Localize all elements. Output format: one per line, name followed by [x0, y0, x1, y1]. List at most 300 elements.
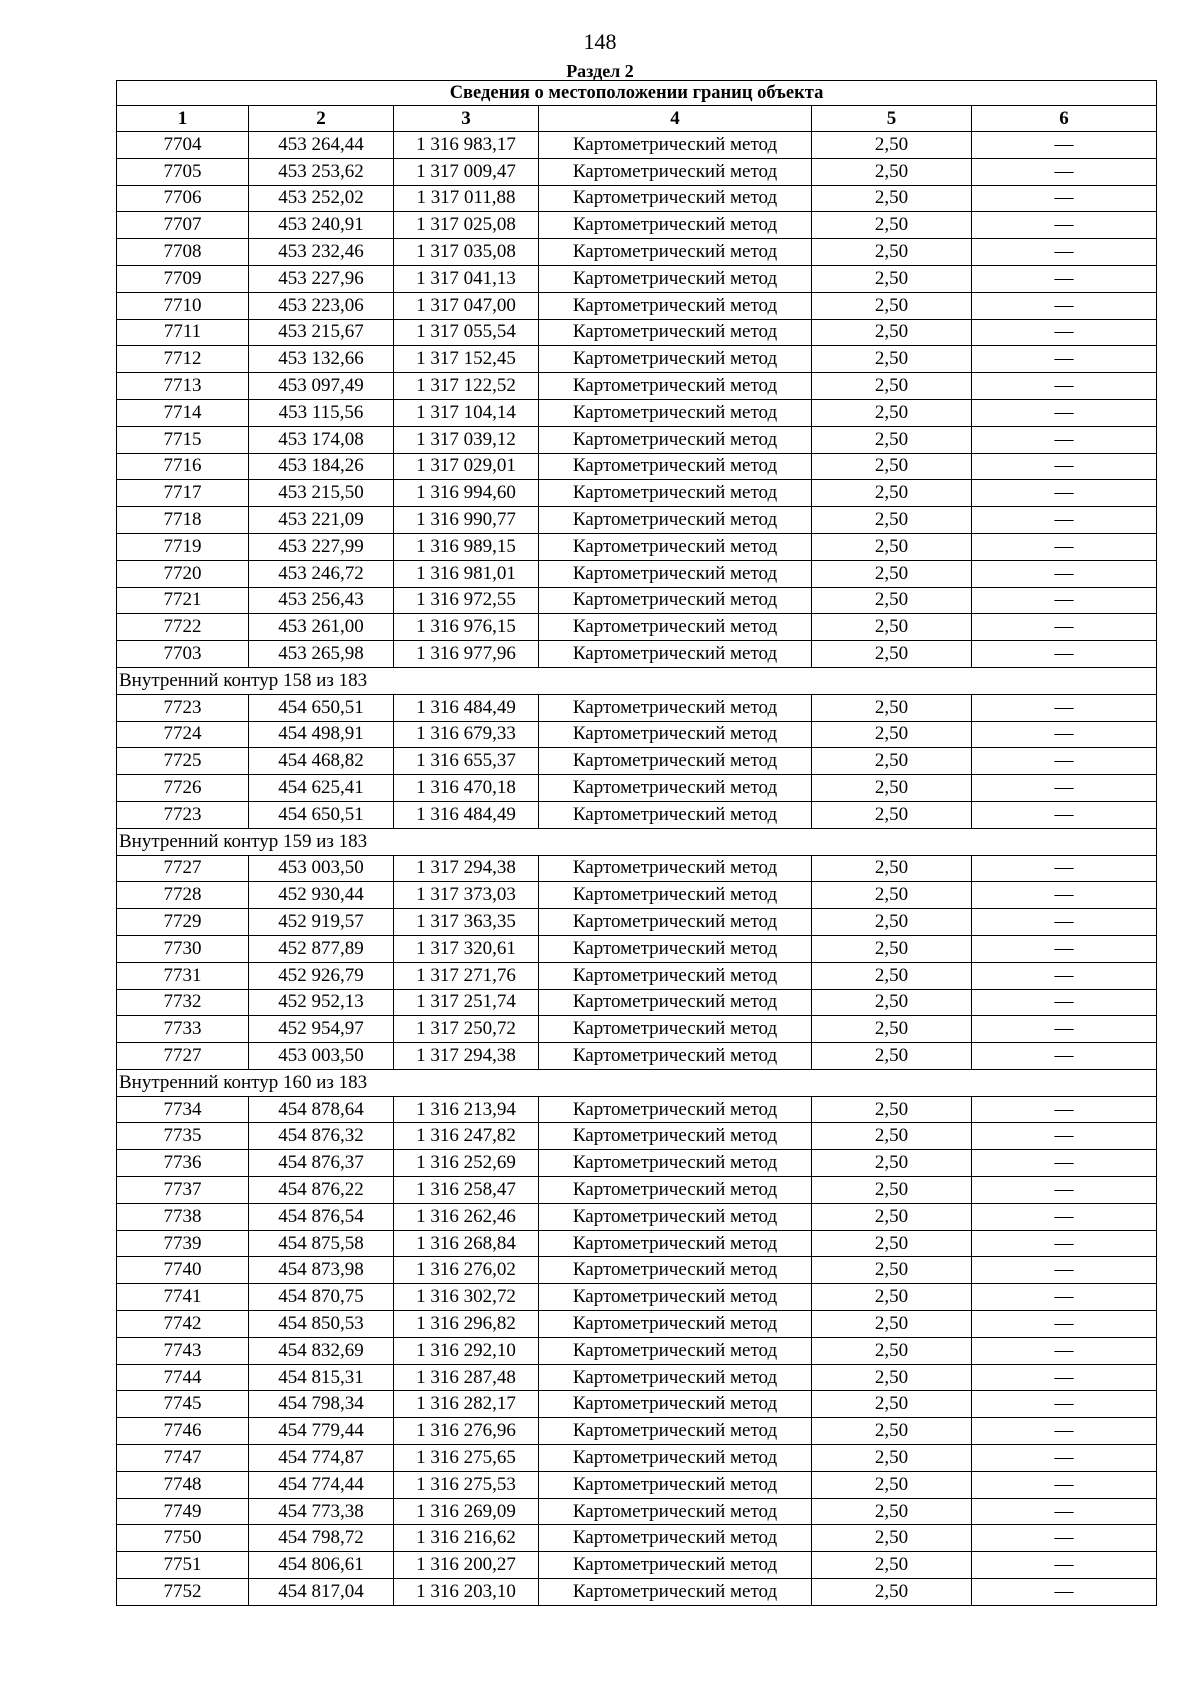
table-row: [117, 560, 1157, 587]
coordinate-y-cell: 1 316 276,96: [394, 1418, 539, 1445]
point-number-cell: 7752: [117, 1579, 249, 1606]
method-cell: Картометрический метод: [539, 158, 812, 185]
coordinate-x-cell: 454 773,38: [249, 1498, 394, 1525]
coordinate-y-cell: 1 316 292,10: [394, 1337, 539, 1364]
point-number-cell: 7737: [117, 1177, 249, 1204]
coordinate-y-cell: 1 317 363,35: [394, 909, 539, 936]
description-cell: —: [972, 373, 1157, 400]
method-cell: Картометрический метод: [539, 1284, 812, 1311]
accuracy-cell: 2,50: [812, 1096, 972, 1123]
point-number-cell: 7726: [117, 775, 249, 802]
table-row: [117, 1096, 1157, 1123]
description-cell: —: [972, 1123, 1157, 1150]
point-number-cell: 7730: [117, 935, 249, 962]
method-cell: Картометрический метод: [539, 614, 812, 641]
table-row: [117, 265, 1157, 292]
point-number-cell: 7741: [117, 1284, 249, 1311]
method-cell: Картометрический метод: [539, 346, 812, 373]
accuracy-cell: 2,50: [812, 426, 972, 453]
point-number-cell: 7719: [117, 533, 249, 560]
column-number-5: 5: [812, 106, 972, 132]
column-number-2: 2: [249, 106, 394, 132]
method-cell: Картометрический метод: [539, 882, 812, 909]
point-number-cell: 7745: [117, 1391, 249, 1418]
description-cell: —: [972, 1177, 1157, 1204]
accuracy-cell: 2,50: [812, 346, 972, 373]
table-row: [117, 614, 1157, 641]
section-title: Раздел 2: [566, 61, 634, 81]
point-number-cell: 7750: [117, 1525, 249, 1552]
accuracy-cell: 2,50: [812, 507, 972, 534]
description-cell: —: [972, 480, 1157, 507]
table-row: [117, 1579, 1157, 1606]
method-cell: Картометрический метод: [539, 855, 812, 882]
point-number-cell: 7715: [117, 426, 249, 453]
method-cell: Картометрический метод: [539, 801, 812, 828]
accuracy-cell: 2,50: [812, 1123, 972, 1150]
boundary-coordinates-table: [116, 80, 1157, 1606]
point-number-cell: 7720: [117, 560, 249, 587]
description-cell: —: [972, 614, 1157, 641]
accuracy-cell: 2,50: [812, 533, 972, 560]
coordinate-x-cell: 454 832,69: [249, 1337, 394, 1364]
table-row: [117, 346, 1157, 373]
accuracy-cell: 2,50: [812, 1150, 972, 1177]
table-row: [117, 399, 1157, 426]
coordinate-x-cell: 454 650,51: [249, 801, 394, 828]
point-number-cell: 7713: [117, 373, 249, 400]
method-cell: Картометрический метод: [539, 1391, 812, 1418]
coordinate-x-cell: 453 232,46: [249, 239, 394, 266]
coordinate-x-cell: 454 870,75: [249, 1284, 394, 1311]
accuracy-cell: 2,50: [812, 1445, 972, 1472]
coordinate-y-cell: 1 317 373,03: [394, 882, 539, 909]
method-cell: Картометрический метод: [539, 694, 812, 721]
coordinate-x-cell: 453 253,62: [249, 158, 394, 185]
accuracy-cell: 2,50: [812, 855, 972, 882]
description-cell: —: [972, 239, 1157, 266]
table-row: [117, 1311, 1157, 1338]
accuracy-cell: 2,50: [812, 132, 972, 159]
accuracy-cell: 2,50: [812, 1257, 972, 1284]
method-cell: Картометрический метод: [539, 721, 812, 748]
method-cell: Картометрический метод: [539, 1525, 812, 1552]
coordinate-y-cell: 1 317 041,13: [394, 265, 539, 292]
accuracy-cell: 2,50: [812, 1043, 972, 1070]
accuracy-cell: 2,50: [812, 962, 972, 989]
point-number-cell: 7735: [117, 1123, 249, 1150]
point-number-cell: 7718: [117, 507, 249, 534]
accuracy-cell: 2,50: [812, 587, 972, 614]
description-cell: —: [972, 694, 1157, 721]
accuracy-cell: 2,50: [812, 1552, 972, 1579]
coordinate-x-cell: 454 774,44: [249, 1471, 394, 1498]
coordinate-x-cell: 453 174,08: [249, 426, 394, 453]
coordinate-x-cell: 453 256,43: [249, 587, 394, 614]
method-cell: Картометрический метод: [539, 319, 812, 346]
table-row: [117, 480, 1157, 507]
coordinate-y-cell: 1 316 990,77: [394, 507, 539, 534]
table-row: [117, 909, 1157, 936]
coordinate-y-cell: 1 317 104,14: [394, 399, 539, 426]
accuracy-cell: 2,50: [812, 1579, 972, 1606]
point-number-cell: 7711: [117, 319, 249, 346]
point-number-cell: 7714: [117, 399, 249, 426]
point-number-cell: 7732: [117, 989, 249, 1016]
coordinate-y-cell: 1 317 055,54: [394, 319, 539, 346]
point-number-cell: 7736: [117, 1150, 249, 1177]
description-cell: —: [972, 1150, 1157, 1177]
method-cell: Картометрический метод: [539, 641, 812, 668]
coordinate-y-cell: 1 317 047,00: [394, 292, 539, 319]
coordinate-y-cell: 1 316 994,60: [394, 480, 539, 507]
point-number-cell: 7727: [117, 1043, 249, 1070]
coordinate-y-cell: 1 316 981,01: [394, 560, 539, 587]
coordinate-y-cell: 1 316 276,02: [394, 1257, 539, 1284]
accuracy-cell: 2,50: [812, 909, 972, 936]
point-number-cell: 7727: [117, 855, 249, 882]
description-cell: —: [972, 1418, 1157, 1445]
accuracy-cell: 2,50: [812, 373, 972, 400]
table-row: [117, 132, 1157, 159]
description-cell: —: [972, 801, 1157, 828]
coordinate-y-cell: 1 317 271,76: [394, 962, 539, 989]
coordinate-x-cell: 454 873,98: [249, 1257, 394, 1284]
table-row: [117, 1552, 1157, 1579]
method-cell: Картометрический метод: [539, 1203, 812, 1230]
coordinate-x-cell: 453 184,26: [249, 453, 394, 480]
accuracy-cell: 2,50: [812, 1311, 972, 1338]
table-row: [117, 212, 1157, 239]
contour-label: Внутренний контур 159 из 183: [117, 828, 1157, 855]
accuracy-cell: 2,50: [812, 1177, 972, 1204]
description-cell: —: [972, 1552, 1157, 1579]
point-number-cell: 7728: [117, 882, 249, 909]
table-row: [117, 1230, 1157, 1257]
table-caption-row: [117, 81, 1157, 106]
coordinate-y-cell: 1 317 035,08: [394, 239, 539, 266]
point-number-cell: 7708: [117, 239, 249, 266]
accuracy-cell: 2,50: [812, 239, 972, 266]
coordinate-x-cell: 454 806,61: [249, 1552, 394, 1579]
method-cell: Картометрический метод: [539, 1337, 812, 1364]
table-row: [117, 1016, 1157, 1043]
table-row: [117, 1525, 1157, 1552]
description-cell: —: [972, 319, 1157, 346]
point-number-cell: 7734: [117, 1096, 249, 1123]
coordinate-x-cell: 453 215,67: [249, 319, 394, 346]
accuracy-cell: 2,50: [812, 1284, 972, 1311]
description-cell: —: [972, 158, 1157, 185]
coordinate-x-cell: 454 625,41: [249, 775, 394, 802]
accuracy-cell: 2,50: [812, 319, 972, 346]
accuracy-cell: 2,50: [812, 1471, 972, 1498]
coordinate-y-cell: 1 316 287,48: [394, 1364, 539, 1391]
table-row: [117, 185, 1157, 212]
method-cell: Картометрический метод: [539, 1471, 812, 1498]
description-cell: —: [972, 1391, 1157, 1418]
method-cell: Картометрический метод: [539, 399, 812, 426]
accuracy-cell: 2,50: [812, 1525, 972, 1552]
point-number-cell: 7704: [117, 132, 249, 159]
table-row: [117, 748, 1157, 775]
coordinate-x-cell: 453 252,02: [249, 185, 394, 212]
coordinate-x-cell: 453 115,56: [249, 399, 394, 426]
description-cell: —: [972, 1525, 1157, 1552]
coordinate-y-cell: 1 316 470,18: [394, 775, 539, 802]
coordinate-x-cell: 454 817,04: [249, 1579, 394, 1606]
description-cell: —: [972, 1230, 1157, 1257]
coordinate-y-cell: 1 316 200,27: [394, 1552, 539, 1579]
coordinate-x-cell: 454 876,22: [249, 1177, 394, 1204]
point-number-cell: 7725: [117, 748, 249, 775]
coordinate-y-cell: 1 317 250,72: [394, 1016, 539, 1043]
table-row: [117, 1337, 1157, 1364]
table-row: [117, 801, 1157, 828]
table-row: [117, 935, 1157, 962]
coordinate-y-cell: 1 316 296,82: [394, 1311, 539, 1338]
coordinate-y-cell: 1 316 262,46: [394, 1203, 539, 1230]
method-cell: Картометрический метод: [539, 185, 812, 212]
table-row: [117, 1043, 1157, 1070]
description-cell: —: [972, 1471, 1157, 1498]
coordinate-x-cell: 454 798,34: [249, 1391, 394, 1418]
coordinate-x-cell: 452 877,89: [249, 935, 394, 962]
coordinate-y-cell: 1 316 203,10: [394, 1579, 539, 1606]
column-number-6: 6: [972, 106, 1157, 132]
method-cell: Картометрический метод: [539, 426, 812, 453]
coordinate-x-cell: 453 227,96: [249, 265, 394, 292]
method-cell: Картометрический метод: [539, 507, 812, 534]
point-number-cell: 7744: [117, 1364, 249, 1391]
point-number-cell: 7705: [117, 158, 249, 185]
description-cell: —: [972, 1284, 1157, 1311]
point-number-cell: 7712: [117, 346, 249, 373]
coordinate-x-cell: 452 926,79: [249, 962, 394, 989]
coordinate-x-cell: 452 930,44: [249, 882, 394, 909]
table-row: [117, 587, 1157, 614]
description-cell: —: [972, 1096, 1157, 1123]
coordinate-x-cell: 452 952,13: [249, 989, 394, 1016]
accuracy-cell: 2,50: [812, 453, 972, 480]
method-cell: Картометрический метод: [539, 1123, 812, 1150]
accuracy-cell: 2,50: [812, 1230, 972, 1257]
method-cell: Картометрический метод: [539, 1364, 812, 1391]
table-row: [117, 453, 1157, 480]
description-cell: —: [972, 453, 1157, 480]
description-cell: —: [972, 882, 1157, 909]
description-cell: —: [972, 399, 1157, 426]
method-cell: Картометрический метод: [539, 989, 812, 1016]
point-number-cell: 7707: [117, 212, 249, 239]
column-number-1: 1: [117, 106, 249, 132]
description-cell: —: [972, 265, 1157, 292]
method-cell: Картометрический метод: [539, 560, 812, 587]
table-row: [117, 507, 1157, 534]
method-cell: Картометрический метод: [539, 453, 812, 480]
table-row: [117, 1203, 1157, 1230]
accuracy-cell: 2,50: [812, 1337, 972, 1364]
coordinate-y-cell: 1 316 484,49: [394, 694, 539, 721]
point-number-cell: 7738: [117, 1203, 249, 1230]
accuracy-cell: 2,50: [812, 989, 972, 1016]
accuracy-cell: 2,50: [812, 1364, 972, 1391]
table-row: [117, 1418, 1157, 1445]
point-number-cell: 7743: [117, 1337, 249, 1364]
coordinate-y-cell: 1 316 252,69: [394, 1150, 539, 1177]
coordinate-y-cell: 1 316 213,94: [394, 1096, 539, 1123]
accuracy-cell: 2,50: [812, 614, 972, 641]
coordinate-x-cell: 454 876,54: [249, 1203, 394, 1230]
table-row: [117, 373, 1157, 400]
method-cell: Картометрический метод: [539, 1257, 812, 1284]
contour-label: Внутренний контур 160 из 183: [117, 1069, 1157, 1096]
contour-header-row: [117, 1069, 1157, 1096]
table-row: [117, 775, 1157, 802]
point-number-cell: 7733: [117, 1016, 249, 1043]
coordinate-y-cell: 1 317 011,88: [394, 185, 539, 212]
method-cell: Картометрический метод: [539, 935, 812, 962]
point-number-cell: 7746: [117, 1418, 249, 1445]
description-cell: —: [972, 212, 1157, 239]
coordinate-x-cell: 453 261,00: [249, 614, 394, 641]
coordinate-x-cell: 453 264,44: [249, 132, 394, 159]
contour-header-row: [117, 828, 1157, 855]
coordinate-x-cell: 454 498,91: [249, 721, 394, 748]
accuracy-cell: 2,50: [812, 775, 972, 802]
coordinate-x-cell: 453 132,66: [249, 346, 394, 373]
point-number-cell: 7747: [117, 1445, 249, 1472]
table-row: [117, 426, 1157, 453]
accuracy-cell: 2,50: [812, 1391, 972, 1418]
coordinate-x-cell: 453 003,50: [249, 1043, 394, 1070]
method-cell: Картометрический метод: [539, 239, 812, 266]
contour-label: Внутренний контур 158 из 183: [117, 667, 1157, 694]
description-cell: —: [972, 346, 1157, 373]
point-number-cell: 7706: [117, 185, 249, 212]
coordinate-y-cell: 1 316 302,72: [394, 1284, 539, 1311]
method-cell: Картометрический метод: [539, 1230, 812, 1257]
description-cell: —: [972, 909, 1157, 936]
table-caption: Сведения о местоположении границ объекта: [117, 81, 1157, 106]
coordinate-y-cell: 1 317 251,74: [394, 989, 539, 1016]
method-cell: Картометрический метод: [539, 1579, 812, 1606]
point-number-cell: 7749: [117, 1498, 249, 1525]
coordinate-y-cell: 1 317 122,52: [394, 373, 539, 400]
table-row: [117, 962, 1157, 989]
description-cell: —: [972, 775, 1157, 802]
method-cell: Картометрический метод: [539, 212, 812, 239]
description-cell: —: [972, 507, 1157, 534]
method-cell: Картометрический метод: [539, 1096, 812, 1123]
table-row: [117, 1498, 1157, 1525]
coordinate-y-cell: 1 317 009,47: [394, 158, 539, 185]
coordinate-x-cell: 454 774,87: [249, 1445, 394, 1472]
coordinate-x-cell: 453 227,99: [249, 533, 394, 560]
description-cell: —: [972, 1016, 1157, 1043]
coordinate-x-cell: 453 265,98: [249, 641, 394, 668]
description-cell: —: [972, 935, 1157, 962]
table-row: [117, 694, 1157, 721]
accuracy-cell: 2,50: [812, 560, 972, 587]
method-cell: Картометрический метод: [539, 265, 812, 292]
coordinate-y-cell: 1 317 320,61: [394, 935, 539, 962]
coordinate-y-cell: 1 316 269,09: [394, 1498, 539, 1525]
point-number-cell: 7716: [117, 453, 249, 480]
accuracy-cell: 2,50: [812, 694, 972, 721]
description-cell: —: [972, 1364, 1157, 1391]
description-cell: —: [972, 989, 1157, 1016]
coordinate-x-cell: 454 468,82: [249, 748, 394, 775]
table-row: [117, 1123, 1157, 1150]
coordinate-x-cell: 454 779,44: [249, 1418, 394, 1445]
accuracy-cell: 2,50: [812, 721, 972, 748]
method-cell: Картометрический метод: [539, 533, 812, 560]
description-cell: —: [972, 560, 1157, 587]
coordinate-y-cell: 1 316 268,84: [394, 1230, 539, 1257]
coordinate-y-cell: 1 316 216,62: [394, 1525, 539, 1552]
method-cell: Картометрический метод: [539, 1043, 812, 1070]
coordinate-y-cell: 1 316 989,15: [394, 533, 539, 560]
description-cell: —: [972, 1311, 1157, 1338]
description-cell: —: [972, 721, 1157, 748]
point-number-cell: 7721: [117, 587, 249, 614]
coordinate-x-cell: 453 246,72: [249, 560, 394, 587]
coordinate-y-cell: 1 316 983,17: [394, 132, 539, 159]
coordinate-x-cell: 454 815,31: [249, 1364, 394, 1391]
coordinate-x-cell: 453 097,49: [249, 373, 394, 400]
description-cell: —: [972, 1203, 1157, 1230]
coordinate-y-cell: 1 316 976,15: [394, 614, 539, 641]
description-cell: —: [972, 587, 1157, 614]
description-cell: —: [972, 1043, 1157, 1070]
point-number-cell: 7729: [117, 909, 249, 936]
coordinate-y-cell: 1 316 655,37: [394, 748, 539, 775]
description-cell: —: [972, 1498, 1157, 1525]
method-cell: Картометрический метод: [539, 1311, 812, 1338]
point-number-cell: 7748: [117, 1471, 249, 1498]
coordinate-y-cell: 1 316 282,17: [394, 1391, 539, 1418]
column-number-3: 3: [394, 106, 539, 132]
accuracy-cell: 2,50: [812, 641, 972, 668]
method-cell: Картометрический метод: [539, 1445, 812, 1472]
table-row: [117, 1150, 1157, 1177]
table-row: [117, 292, 1157, 319]
coordinate-x-cell: 454 878,64: [249, 1096, 394, 1123]
table-row: [117, 641, 1157, 668]
method-cell: Картометрический метод: [539, 909, 812, 936]
coordinate-y-cell: 1 316 258,47: [394, 1177, 539, 1204]
method-cell: Картометрический метод: [539, 373, 812, 400]
point-number-cell: 7723: [117, 694, 249, 721]
column-number-row: [117, 106, 1157, 132]
method-cell: Картометрический метод: [539, 1498, 812, 1525]
description-cell: —: [972, 426, 1157, 453]
coordinate-x-cell: 454 876,37: [249, 1150, 394, 1177]
description-cell: —: [972, 292, 1157, 319]
coordinate-x-cell: 453 223,06: [249, 292, 394, 319]
point-number-cell: 7723: [117, 801, 249, 828]
page-number: 148: [583, 29, 617, 54]
coordinate-y-cell: 1 316 275,53: [394, 1471, 539, 1498]
table-row: [117, 1257, 1157, 1284]
accuracy-cell: 2,50: [812, 1016, 972, 1043]
table-row: [117, 533, 1157, 560]
method-cell: Картометрический метод: [539, 587, 812, 614]
point-number-cell: 7710: [117, 292, 249, 319]
coordinate-y-cell: 1 317 029,01: [394, 453, 539, 480]
coordinate-x-cell: 453 215,50: [249, 480, 394, 507]
